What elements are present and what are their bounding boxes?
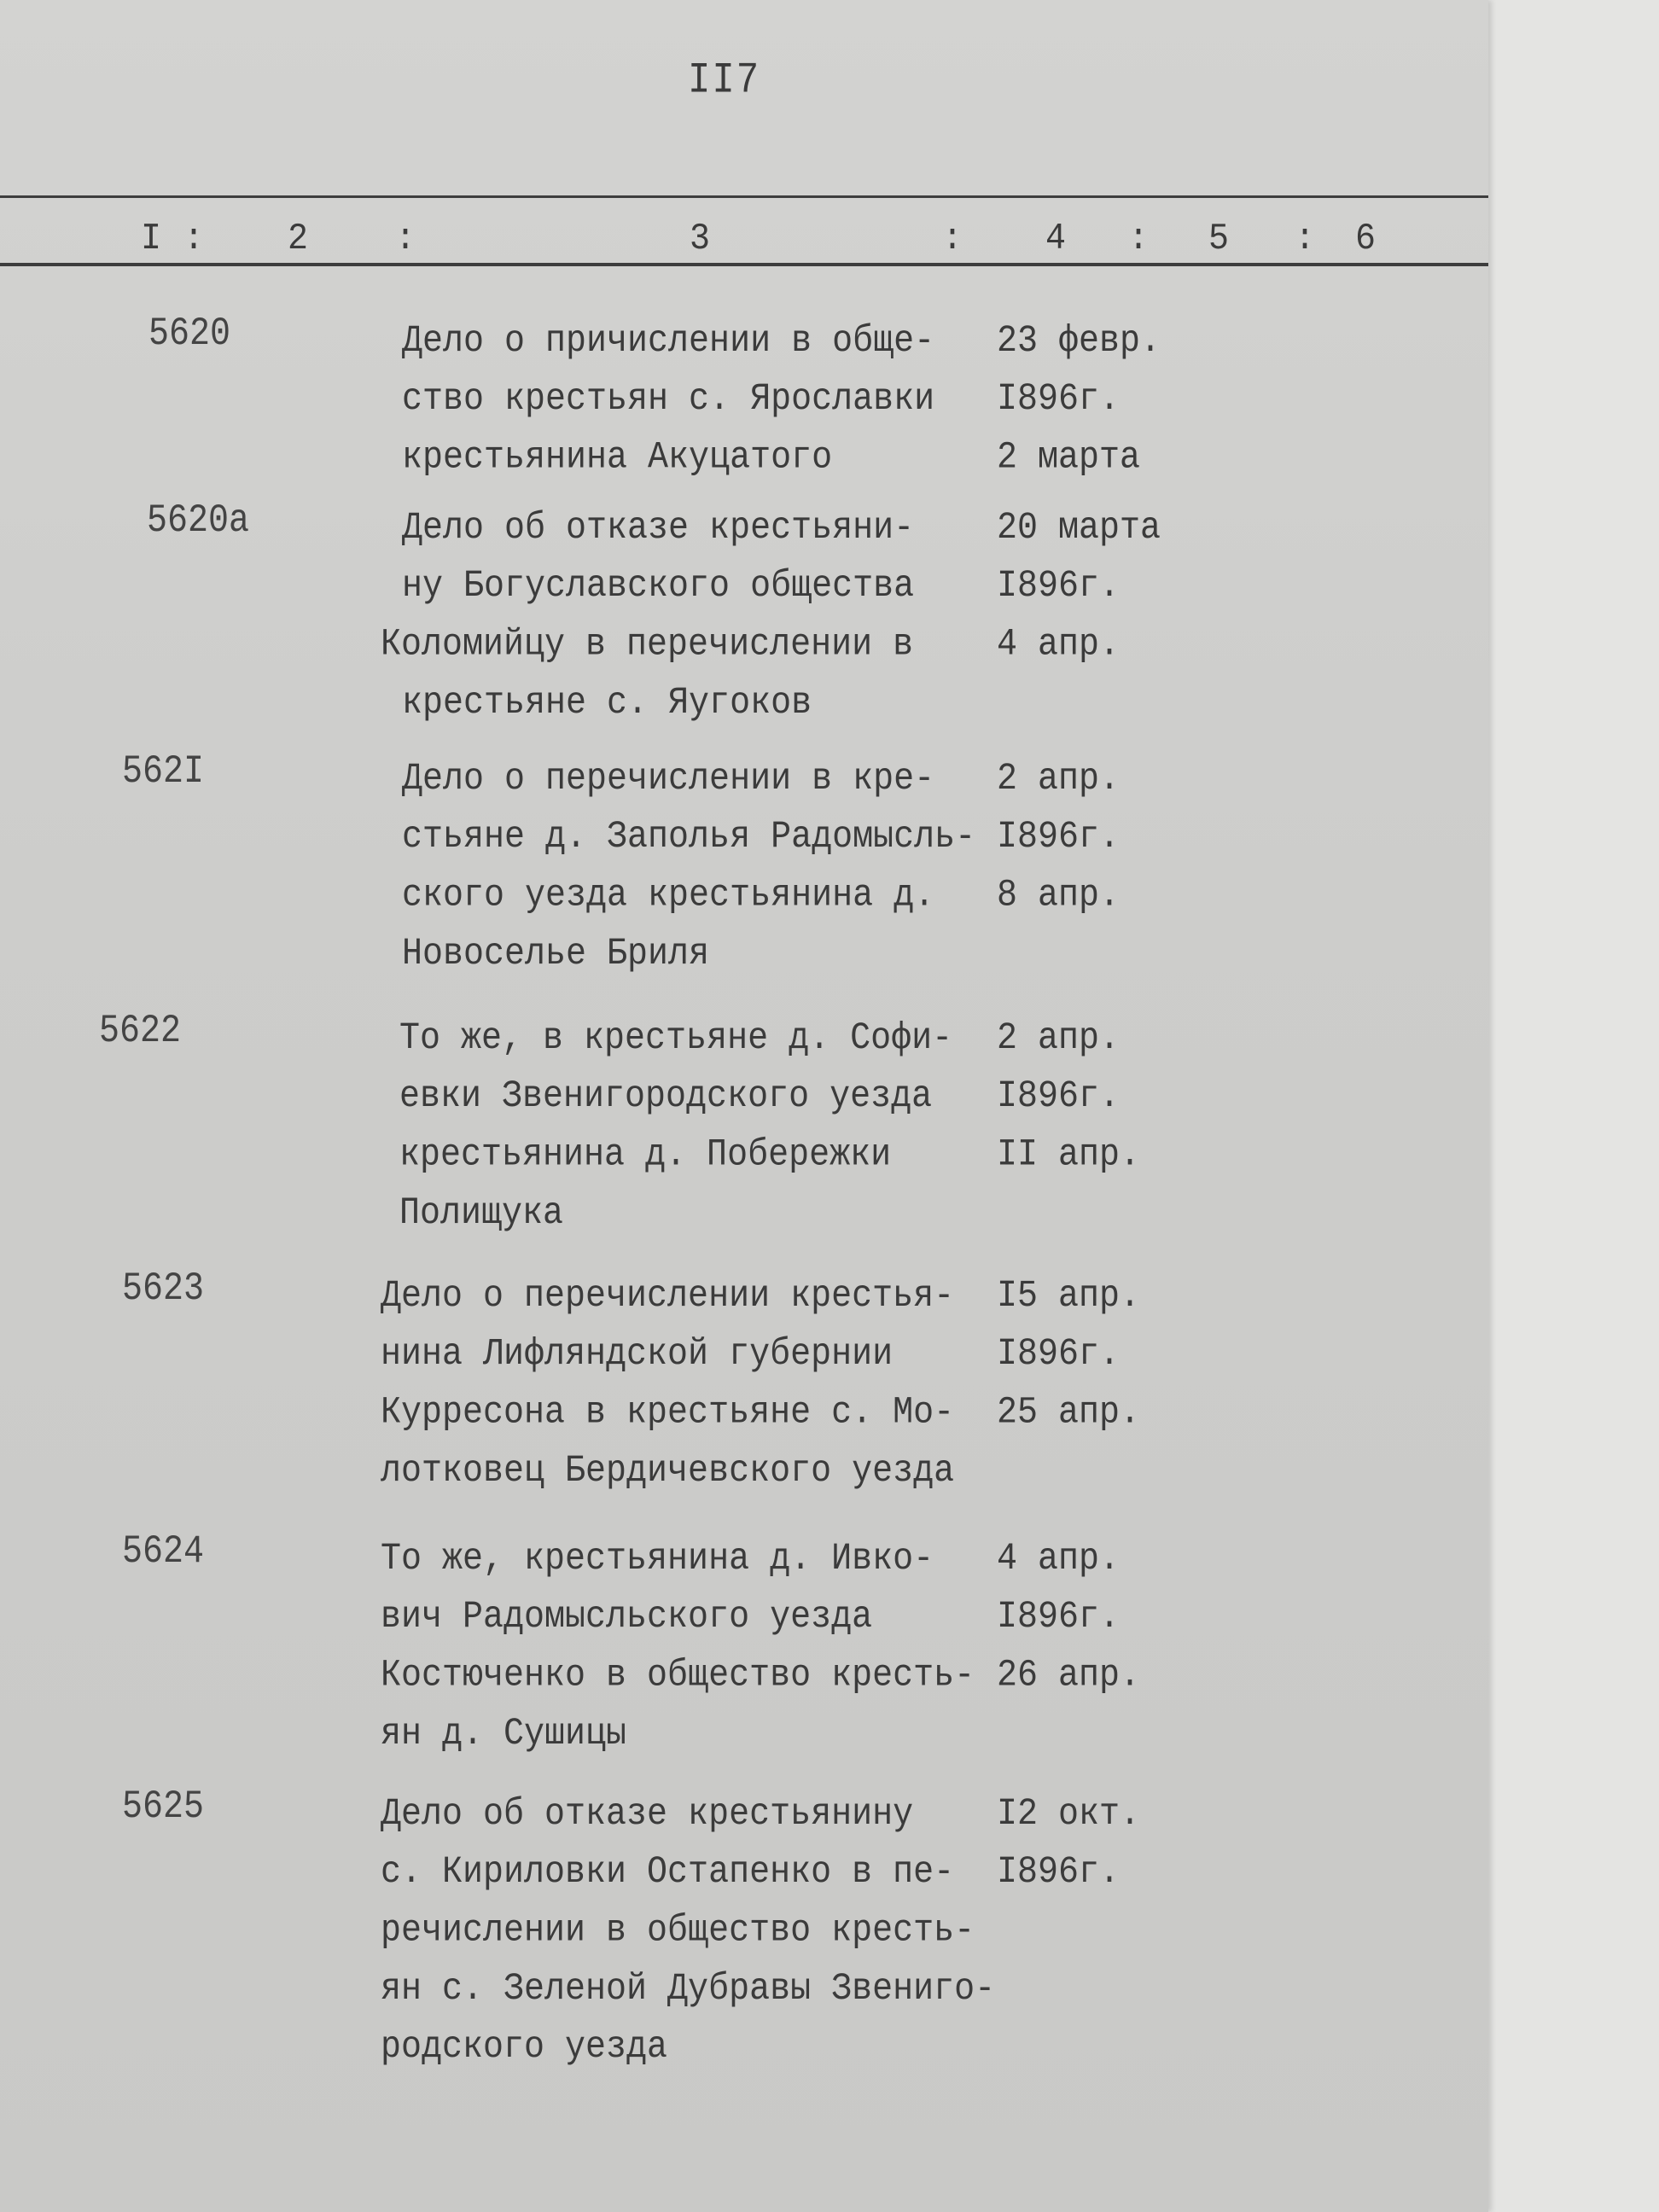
date-line: I896г. [997,378,1121,422]
date-line: I896г. [997,1851,1121,1895]
date-line: 4 апр. [997,1537,1121,1581]
date-line: 8 апр. [997,874,1121,917]
date-line: I896г. [997,1333,1121,1377]
description-line: Дело о перечислении крестья- [381,1274,955,1318]
entry-dates [997,1010,1140,1185]
entry-number: 5622 [99,1010,182,1054]
description-line: ского уезда крестьянина д. [402,874,935,917]
column-header: 3 [690,218,711,261]
description-line: Дело об отказе крестьяни- [402,506,915,550]
entry-number: 5620 [148,312,231,357]
description-line: лотковец Бердичевского уезда [381,1449,955,1493]
column-header: 2 [288,218,309,261]
table-header-rule [0,263,1488,266]
description-line: крестьянина Акуцатого [402,436,833,480]
date-line: 2 марта [997,436,1141,480]
entry-number: 5625 [122,1785,205,1830]
column-separator: : [183,218,205,261]
page-number: II7 [688,56,761,106]
date-line: 26 апр. [997,1654,1141,1697]
column-header: 6 [1355,218,1377,261]
description-line: с. Кириловки Остапенко в пе- [381,1851,955,1895]
description-line: ян д. Сушицы [381,1712,627,1756]
description-line: Курресона в крестьяне с. Мо- [381,1391,955,1435]
entry-dates [997,1530,1140,1705]
entry-number: 5624 [122,1530,205,1575]
entry-description [402,750,975,983]
description-line: крестьянина д. Побережки [399,1133,892,1177]
description-line: То же, в крестьяне д. Софи- [399,1016,953,1061]
column-header: I [141,218,162,261]
description-line: ство крестьян с. Ярославки [402,378,935,422]
entry-dates [997,499,1161,674]
description-line: родского уезда [381,2026,668,2069]
description-line: вич Радомысльского уезда [381,1596,873,1639]
date-line: 25 апр. [997,1391,1141,1435]
entry-number: 5620а [147,499,250,544]
entry-description [381,1530,975,1763]
column-separator: : [1295,218,1316,261]
date-line: II апр. [997,1133,1141,1177]
entry-description [399,1010,952,1243]
date-line: 23 февр. [997,319,1161,364]
column-header: 5 [1208,218,1230,261]
date-line: 2 апр. [997,1016,1121,1061]
date-line: I896г. [997,1075,1121,1119]
column-separator: : [1128,218,1150,261]
date-line: 20 марта [997,506,1161,550]
date-line: 4 апр. [997,623,1121,667]
entry-description [381,1267,954,1500]
description-line: Дело о причислении в обще- [402,319,935,364]
description-line: крестьяне с. Яугоков [402,681,812,725]
date-line: I896г. [997,1596,1121,1639]
description-line: ян с. Зеленой Дубравы Звениго- [381,1967,996,2011]
date-line: I5 апр. [997,1274,1141,1318]
description-line: нина Лифляндской губернии [381,1333,894,1377]
description-line: евки Звенигородского уезда [399,1075,933,1119]
description-line: Костюченко в общество кресть- [381,1654,975,1697]
description-line: стьяне д. Заполья Радомысль- [402,816,976,859]
column-separator: : [395,218,416,261]
entry-dates [997,750,1120,925]
entry-description [402,312,934,487]
entry-number: 5623 [122,1267,205,1312]
description-line: Дело об отказе крестьянину [381,1792,914,1837]
date-line: I896г. [997,816,1121,859]
description-line: То же, крестьянина д. Ивко- [381,1537,934,1581]
entry-description [381,499,915,732]
description-line: речислении в общество кресть- [381,1909,975,1953]
description-line: Новоселье Бриля [402,932,710,976]
table-top-rule [0,195,1488,198]
entry-dates [997,1785,1140,1902]
description-line: ну Богуславского общества [402,565,915,608]
column-separator: : [942,218,963,261]
description-line: Дело о перечислении в кре- [402,757,935,801]
entry-dates [997,1267,1140,1442]
description-line: Коломийцу в перечислении в [381,623,914,667]
date-line: 2 апр. [997,757,1121,801]
description-line: Полищука [399,1191,564,1236]
date-line: I2 окт. [997,1792,1141,1837]
entry-description [381,1785,995,2077]
date-line: I896г. [997,565,1121,608]
entry-number: 562I [122,750,205,795]
column-header: 4 [1045,218,1067,261]
entry-dates [997,312,1161,487]
